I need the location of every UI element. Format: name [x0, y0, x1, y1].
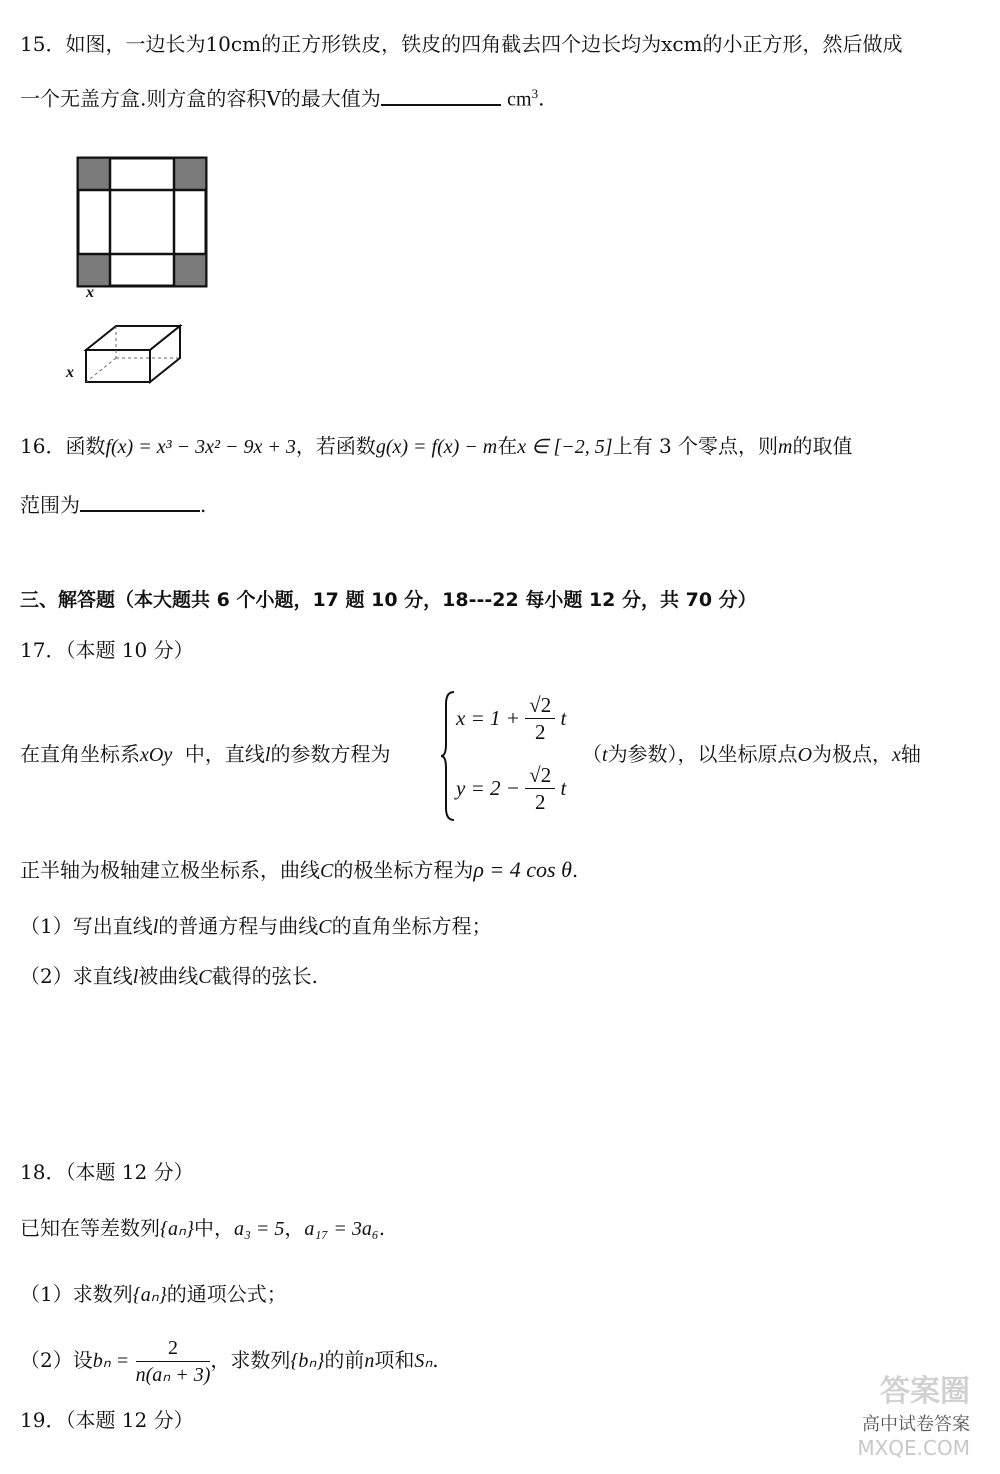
sequence-a: {aₙ} — [132, 1284, 167, 1306]
q16-prefix: 16．函数 — [20, 434, 106, 458]
corner-square — [174, 254, 206, 286]
eq1-left: x = 1 + — [456, 706, 520, 730]
q15-line1 — [20, 30, 903, 58]
q17-part2: （2）求直线l被曲线C截得的弦长. — [20, 964, 318, 988]
q19-header: 19．（本题 12 分） — [20, 1408, 194, 1432]
q16-line2 — [20, 490, 206, 519]
square-sheet-figure — [70, 150, 220, 300]
q16-suffix: 上有 3 个零点，则 — [612, 434, 779, 458]
q17-intro-text3: 的参数方程为 — [270, 742, 391, 766]
line-l: l — [152, 916, 159, 938]
open-box-figure — [80, 320, 190, 390]
sequence-b: {bₙ} — [290, 1350, 325, 1372]
condition-a3: a₃ = 5 — [233, 1218, 285, 1240]
curve-C: C — [198, 966, 212, 988]
line-l: l — [132, 966, 139, 988]
q16-suffix2: 的取值 — [792, 434, 853, 458]
left-brace — [440, 690, 456, 822]
q15-text: 15．如图，一边长为10cm的正方形铁皮，铁皮的四角截去四个边长均为xcm的小正方形，然后做成 — [20, 32, 903, 56]
corner-square — [174, 158, 206, 190]
q16-mid: ，若函数 — [295, 434, 376, 458]
q17-intro-text2: 中，直线 — [184, 742, 265, 766]
sum-Sn: Sₙ — [414, 1350, 433, 1372]
corner-square — [78, 158, 110, 190]
unit-exponent: 3 — [531, 86, 539, 101]
answer-blank[interactable] — [381, 84, 501, 106]
watermark: 答案圈 高中试卷答案 MXQE.COM — [857, 1374, 970, 1460]
q18-header: 18．（本题 12 分） — [20, 1160, 194, 1184]
answer-blank[interactable] — [80, 490, 200, 512]
condition-a17: a₁₇ = 3a₆ — [304, 1218, 379, 1240]
period: . — [200, 493, 207, 517]
fraction-sqrt2-over-2: $\frac{√2}{2}$ — [525, 762, 555, 815]
corner-square — [78, 254, 110, 286]
function-f: f(x) = x³ − 3x² − 9x + 3 — [105, 436, 296, 458]
param-eq-1 — [456, 692, 566, 745]
variable-n: n — [364, 1350, 375, 1372]
curve-C: C — [318, 916, 332, 938]
coord-system: xOy — [140, 744, 173, 766]
curve-C: C — [320, 860, 334, 882]
q17-line2: 正半轴为极轴建立极坐标系，曲线C的极坐标方程为ρ = 4 cos θ. — [20, 857, 579, 882]
q17-header: 17．（本题 10 分） — [20, 638, 194, 662]
q17-intro — [20, 740, 390, 769]
domain-interval: x ∈ [−2, 5] — [517, 436, 613, 458]
variable-m: m — [778, 436, 793, 458]
q16-mid2: 在 — [497, 434, 518, 458]
q18-intro: 已知在等差数列{aₙ}中，a₃ = 5，a₁₇ = 3a₆. — [20, 1216, 386, 1240]
param-t: t — [602, 744, 608, 766]
q17-part1: （1）写出直线l的普通方程与曲线C的直角坐标方程； — [20, 914, 492, 938]
period: . — [538, 86, 545, 111]
axis-x: x — [892, 744, 901, 766]
q16-range-label: 范围为 — [20, 493, 80, 517]
fraction-bn: $\frac{2}{\text{n(aₙ + 3)}}$ — [135, 1337, 211, 1386]
q15-text2: 一个无盖方盒.则方盒的容积V的最大值为 — [20, 86, 381, 111]
fraction-sqrt2-over-2: $\frac{√2}{2}$ — [525, 692, 555, 745]
function-g: g(x) = f(x) − m — [375, 436, 498, 458]
section-heading: 三、解答题（本大题共 6 个小题，17 题 10 分，18---22 每小题 12 分，共 70 分） — [20, 589, 757, 611]
eq2-left: y = 2 − — [456, 776, 520, 800]
param-eq-2 — [456, 762, 566, 815]
q16-line1 — [20, 432, 853, 461]
line-l: l — [264, 744, 271, 766]
q17-after-system: （t为参数），以坐标原点O为极点，x轴 — [582, 742, 921, 766]
q18-part1: （1）求数列{aₙ}的通项公式； — [20, 1282, 287, 1306]
param-t: t — [560, 776, 567, 800]
sequence-a: {aₙ} — [160, 1218, 194, 1240]
unit: cm — [507, 88, 532, 111]
param-t: t — [560, 706, 567, 730]
box-label-x: x — [66, 364, 74, 381]
polar-equation: ρ = 4 cos θ — [473, 857, 572, 882]
origin-O: O — [797, 744, 813, 766]
bn-def: bₙ = — [92, 1350, 130, 1372]
q18-part2: （2）设bₙ = $\frac{2}{\text{n(aₙ + 3)}}$ ，求数列{bₙ}的前n项和Sₙ. — [20, 1337, 439, 1386]
q17-intro-text: 在直角坐标系 — [20, 742, 140, 766]
q15-line2 — [20, 80, 544, 114]
figure-label-x: x — [86, 284, 94, 301]
